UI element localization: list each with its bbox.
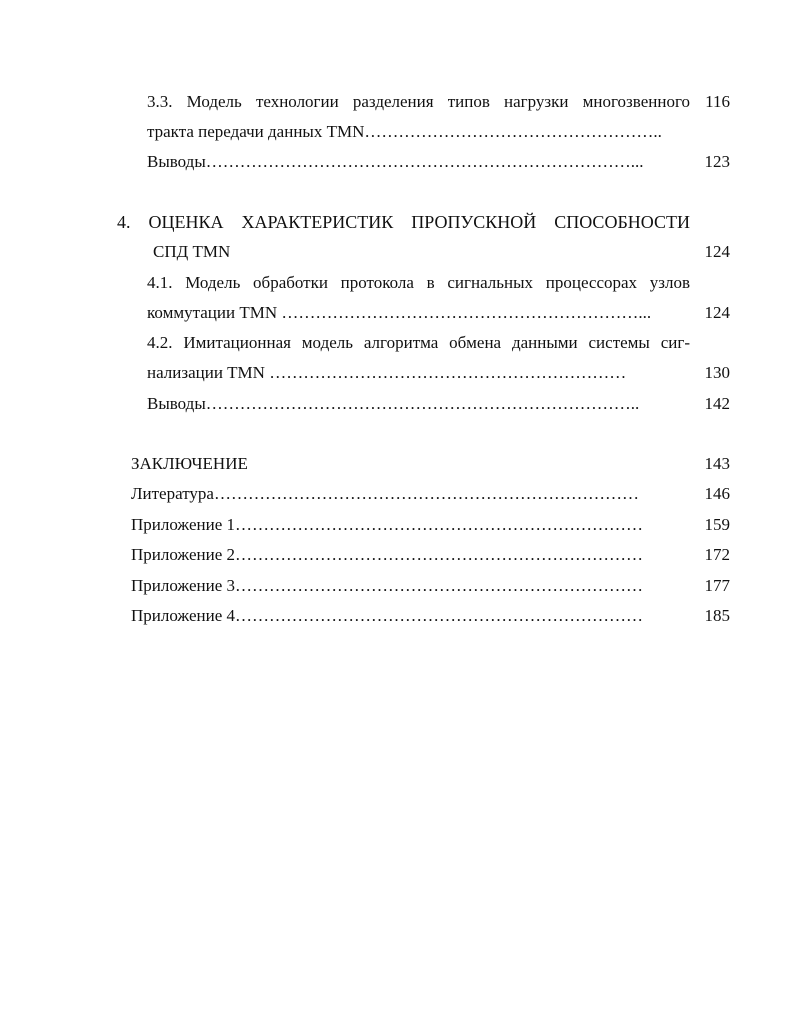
toc-appendix-4: Приложение 4……………………………………………………………… [131, 606, 643, 625]
toc-literature: Литература………………………………………………………………… [131, 484, 639, 503]
toc-conclusion: ЗАКЛЮЧЕНИЕ [131, 454, 248, 473]
toc-entry-ch3-conclusions-page: 123 [704, 152, 730, 171]
toc-entry-4-2-page: 130 [704, 363, 730, 382]
toc-entry-4-1-line1: 4.1. Модель обработки протокола в сигнальных процессорах узлов [147, 273, 690, 292]
toc-entry-4-2-line2: нализации TMN ……………………………………………………… [147, 363, 627, 382]
toc-chapter-4-line1: 4. ОЦЕНКА ХАРАКТЕРИСТИК ПРОПУСКНОЙ СПОСОБНОСТИ [117, 212, 690, 232]
toc-entry-ch4-conclusions: Выводы………………………………………………………………….. [147, 394, 640, 413]
toc-entry-ch3-conclusions: Выводы…………………………………………………………………... [147, 152, 644, 171]
toc-entry-4-1-page: 124 [704, 303, 730, 322]
toc-appendix-1-page: 159 [704, 515, 730, 534]
toc-entry-4-2-line1: 4.2. Имитационная модель алгоритма обмена данными системы сиг- [147, 333, 690, 352]
toc-entry-3-3-line1: 3.3. Модель технологии разделения типов нагрузки многозвенного [147, 92, 690, 111]
toc-appendix-2-page: 172 [704, 545, 730, 564]
toc-entry-3-3-line2: тракта передачи данных TMN…………………………………………….. [147, 122, 662, 141]
toc-entry-4-1-line2: коммутации TMN ………………………………………………………... [147, 303, 652, 322]
toc-chapter-4-line2: СПД TMN [153, 242, 231, 261]
toc-appendix-3: Приложение 3……………………………………………………………… [131, 576, 643, 595]
toc-appendix-2: Приложение 2……………………………………………………………… [131, 545, 643, 564]
toc-appendix-4-page: 185 [704, 606, 730, 625]
toc-entry-3-3-page: 116 [705, 92, 730, 111]
toc-chapter-4-page: 124 [704, 242, 730, 261]
toc-literature-page: 146 [704, 484, 730, 503]
toc-appendix-1: Приложение 1……………………………………………………………… [131, 515, 643, 534]
toc-conclusion-page: 143 [704, 454, 730, 473]
toc-appendix-3-page: 177 [704, 576, 730, 595]
toc-entry-ch4-conclusions-page: 142 [704, 394, 730, 413]
